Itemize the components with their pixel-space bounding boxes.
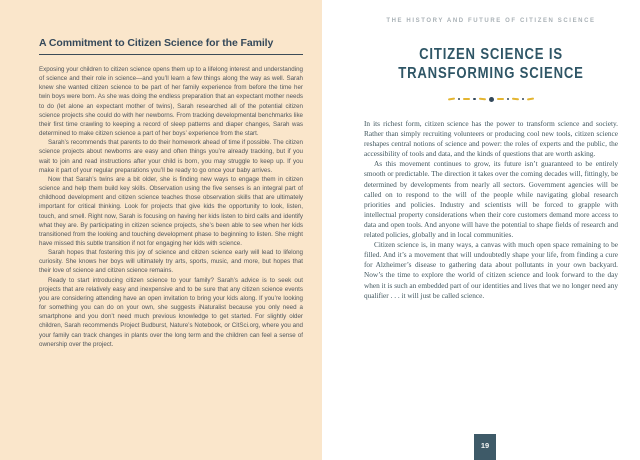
paragraph: Now that Sarah’s twins are a bit older, she is finding new ways to engage them in citizen science and help them build key skills. Observation using the five senses is an integral part of childhood development and citizen science teaches those observation skills that are ultimately important for critical thinking. Look for projects that give kids the opportunity to look, listen, touch, and smell. Right now, Sarah is focusing on having her kids listen to bird calls and identify what they are. By participating in citizen science projects, she’s been able to see when her kids transitioned from the looking and touching development phase to beginning to listen. She might have missed this subtle transition if not for engaging her kids with science.: [39, 175, 303, 247]
chapter-title: [387, 46, 595, 83]
chapter-title-line2: TRANSFORMING SCIENCE: [398, 64, 584, 82]
page-number: 19: [474, 434, 496, 460]
left-page-body: [39, 65, 303, 349]
paragraph: Sarah’s recommends that parents to do their homework ahead of time if possible. The citizen science projects about newborns are easy and often things you’re already tracking, but if you wait to join and read instructions after your child is born, you may struggle to keep up. If you make it part of your regular preparations you’ll be ready to go once your baby arrives.: [39, 139, 303, 174]
running-head: THE HISTORY AND FUTURE OF CITIZEN SCIENCE: [386, 18, 596, 24]
chapter-title-line1: CITIZEN SCIENCE IS: [419, 46, 563, 63]
paragraph: Exposing your children to citizen science opens them up to a lifelong interest and understanding of science and their role in science—and you’ll learn a few things along the way as well. Sarah knew she wanted citizen science to be part of her family experience from before the time her twin boys were born. As she was doing the endless preparation that an expectant mother needs to do (let alone an expectant mother of twins), Sarah researched all of the potential citizen science projects she could do with her newborns. From tracking developmental benchmarks like their first time crawling to keeping a record of sleep patterns and diaper changes, Sarah was determined to make citizen science a part of her boys’ experience from the start.: [39, 66, 303, 138]
ornament-dot-icon: [507, 98, 509, 100]
ornament-dash-icon: [448, 98, 455, 101]
ornament-dash-icon: [478, 98, 485, 100]
ornament-dot-icon: [522, 98, 524, 100]
ornament-dot-icon: [473, 98, 475, 100]
left-page-heading: A Commitment to Citizen Science for the Family: [39, 37, 303, 55]
ornament-dash-icon: [497, 98, 504, 100]
ornament-dash-icon: [527, 98, 534, 101]
ornament-dash-icon: [512, 98, 519, 100]
ornament-dash-icon: [463, 98, 470, 100]
paragraph: Sarah hopes that fostering this joy of science and citizen science early will lead to lifelong curiosity. She knows her boys will ultimately try arts, sports, music, and more, but hopes that their love of science and citizen science remains.: [39, 249, 303, 275]
paragraph: As this movement continues to grow, its future isn’t guaranteed to be entirely smooth or predictable. The direction it takes over the coming decades will, fittingly, be determined by developments from nearly all sectors. Government agencies will be called on to respond to the will of the people while navigating global research priorities and policies. Industry and scientists will be forced to grapple with intellectual property considerations when their core customers demand more access to data and open tools. And anyone will have the potential to shape fields of research and related policies, globally and in local communities.: [364, 159, 618, 240]
right-page: [322, 0, 640, 460]
ornament-dot-icon: [458, 98, 460, 100]
paragraph: Ready to start introducing citizen science to your family? Sarah’s advice is to seek out projects that are relatively easy and inexpensive and to be sure that any citizen science events you are considering attending have an open invitation to bring your kids along. If you’re looking for something you can do on your own, she suggests iNaturalist because you only need a smartphone and you don’t need much previous knowledge to get started. For slightly older children, Sarah recommends Project Budburst, Nature’s Notebook, or CitSci.org, where you and your family can track changes in plants over the long term and the children can feel a sense of ownership over the project.: [39, 276, 303, 348]
paragraph: In its richest form, citizen science has the power to transform science and society. Rather than simply recruiting volunteers or producing cool new tools, citizen science reshapes central notions of science and power: the roles of experts and the public, the accessibility of tools and data, and the kinds of questions that are worth asking.: [364, 119, 618, 159]
ornament-divider: [364, 96, 618, 102]
right-page-body: [364, 119, 618, 301]
paragraph: Citizen science is, in many ways, a canvas with much open space remaining to be filled. And it’s a movement that will undoubtedly shape your life, from finding a cure for Alzheimer’s disease to gathering data about pollutants in your own backyard. Now’s the time to explore the world of citizen science and look forward to the day when it is such an embedded part of our identities and lives that we no longer need any qualifier . . . it will just be called science.: [364, 240, 618, 300]
ornament-center-dot-icon: [489, 97, 494, 102]
